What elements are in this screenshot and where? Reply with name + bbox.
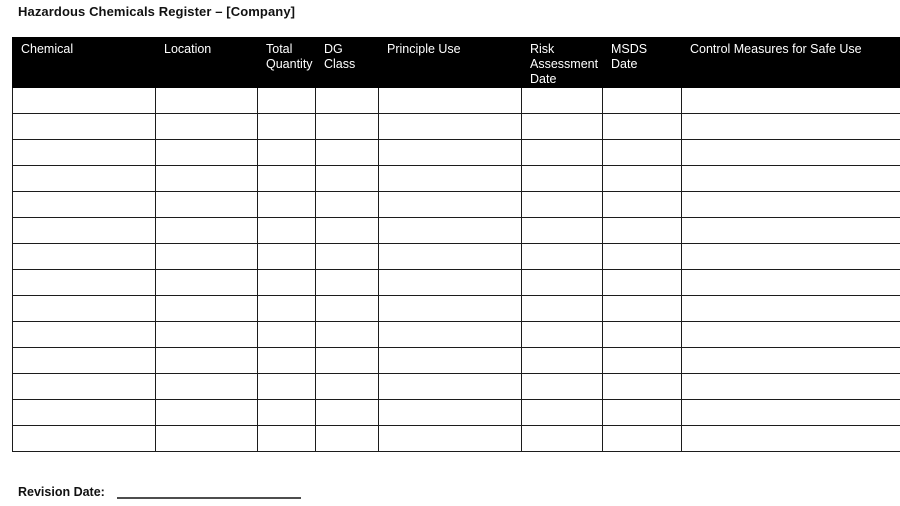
table-cell[interactable]: [379, 166, 522, 192]
table-cell[interactable]: [316, 244, 379, 270]
table-cell[interactable]: [258, 426, 316, 452]
table-cell[interactable]: [522, 374, 603, 400]
table-cell[interactable]: [316, 140, 379, 166]
table-cell[interactable]: [258, 322, 316, 348]
table-cell[interactable]: [379, 426, 522, 452]
table-cell[interactable]: [379, 192, 522, 218]
revision-date-blank-line[interactable]: [117, 483, 301, 499]
table-cell[interactable]: [682, 426, 900, 452]
table-cell[interactable]: [682, 270, 900, 296]
table-cell[interactable]: [156, 374, 258, 400]
table-cell[interactable]: [258, 218, 316, 244]
table-cell[interactable]: [13, 140, 156, 166]
table-cell[interactable]: [316, 322, 379, 348]
table-cell[interactable]: [603, 88, 682, 114]
table-cell[interactable]: [316, 114, 379, 140]
table-cell[interactable]: [316, 88, 379, 114]
table-cell[interactable]: [316, 426, 379, 452]
table-cell[interactable]: [156, 218, 258, 244]
table-row: [13, 114, 900, 140]
table-cell[interactable]: [316, 374, 379, 400]
table-cell[interactable]: [603, 426, 682, 452]
table-cell[interactable]: [258, 296, 316, 322]
table-cell[interactable]: [13, 244, 156, 270]
table-row: [13, 348, 900, 374]
table-cell[interactable]: [13, 296, 156, 322]
table-cell[interactable]: [682, 218, 900, 244]
table-cell[interactable]: [522, 296, 603, 322]
table-cell[interactable]: [603, 270, 682, 296]
table-cell[interactable]: [682, 244, 900, 270]
table-cell[interactable]: [258, 244, 316, 270]
table-cell[interactable]: [379, 140, 522, 166]
table-cell[interactable]: [522, 192, 603, 218]
col-header-location: Location: [156, 38, 258, 88]
table-cell[interactable]: [682, 296, 900, 322]
col-header-msds-date: MSDS Date: [603, 38, 682, 88]
table-cell[interactable]: [13, 192, 156, 218]
table-cell[interactable]: [603, 244, 682, 270]
table-cell[interactable]: [13, 348, 156, 374]
table-cell[interactable]: [316, 400, 379, 426]
table-cell[interactable]: [603, 140, 682, 166]
table-row: [13, 218, 900, 244]
table-cell[interactable]: [156, 244, 258, 270]
table-cell[interactable]: [379, 400, 522, 426]
table-cell[interactable]: [258, 114, 316, 140]
table-cell[interactable]: [156, 166, 258, 192]
table-cell[interactable]: [258, 374, 316, 400]
table-cell[interactable]: [379, 374, 522, 400]
table-cell[interactable]: [316, 348, 379, 374]
table-cell[interactable]: [603, 374, 682, 400]
table-cell[interactable]: [379, 322, 522, 348]
table-row: [13, 166, 900, 192]
table-cell[interactable]: [379, 348, 522, 374]
table-cell[interactable]: [603, 166, 682, 192]
table-row: [13, 192, 900, 218]
table-cell[interactable]: [379, 244, 522, 270]
table-cell[interactable]: [379, 218, 522, 244]
table-row: [13, 426, 900, 452]
table-cell[interactable]: [682, 192, 900, 218]
table-cell[interactable]: [156, 322, 258, 348]
table-cell[interactable]: [522, 114, 603, 140]
table-row: [13, 244, 900, 270]
document-title: Hazardous Chemicals Register – [Company]: [18, 4, 296, 19]
table-cell[interactable]: [682, 140, 900, 166]
table-cell[interactable]: [682, 88, 900, 114]
table-cell[interactable]: [603, 296, 682, 322]
table-cell[interactable]: [316, 296, 379, 322]
col-header-chemical: Chemical: [13, 38, 156, 88]
table-row: [13, 400, 900, 426]
table-header-row: [13, 38, 900, 88]
table-cell[interactable]: [258, 192, 316, 218]
table-body: [13, 88, 900, 452]
table-cell[interactable]: [682, 322, 900, 348]
table-cell[interactable]: [13, 88, 156, 114]
table-cell[interactable]: [379, 296, 522, 322]
table-row: [13, 296, 900, 322]
table-cell[interactable]: [603, 322, 682, 348]
table-cell[interactable]: [522, 166, 603, 192]
table-cell[interactable]: [258, 270, 316, 296]
table-cell[interactable]: [603, 192, 682, 218]
col-header-principle-use: Principle Use: [379, 38, 522, 88]
table-cell[interactable]: [13, 400, 156, 426]
table-cell[interactable]: [13, 218, 156, 244]
table-cell[interactable]: [258, 140, 316, 166]
table-cell[interactable]: [258, 400, 316, 426]
table-cell[interactable]: [379, 114, 522, 140]
table-cell[interactable]: [379, 88, 522, 114]
table-cell[interactable]: [156, 348, 258, 374]
table-row: [13, 322, 900, 348]
table-cell[interactable]: [522, 244, 603, 270]
table-cell[interactable]: [682, 166, 900, 192]
table-cell[interactable]: [13, 270, 156, 296]
table-cell[interactable]: [682, 374, 900, 400]
table-cell[interactable]: [258, 348, 316, 374]
table-cell[interactable]: [682, 114, 900, 140]
table-cell[interactable]: [13, 374, 156, 400]
table-row: [13, 270, 900, 296]
table-cell[interactable]: [379, 270, 522, 296]
table-cell[interactable]: [603, 400, 682, 426]
table-cell[interactable]: [603, 218, 682, 244]
table-row: [13, 374, 900, 400]
table-row: [13, 88, 900, 114]
hazardous-chemicals-table: [12, 37, 900, 452]
col-header-dg-class: DG Class: [316, 38, 379, 88]
table-cell[interactable]: [156, 88, 258, 114]
revision-date-label: Revision Date:: [18, 485, 105, 499]
table-cell[interactable]: [522, 348, 603, 374]
table-cell[interactable]: [316, 270, 379, 296]
table-cell[interactable]: [316, 166, 379, 192]
table-cell[interactable]: [13, 114, 156, 140]
table-cell[interactable]: [682, 348, 900, 374]
table-cell[interactable]: [13, 426, 156, 452]
table-cell[interactable]: [522, 140, 603, 166]
revision-date-row: [18, 483, 301, 499]
table-cell[interactable]: [156, 426, 258, 452]
table-row: [13, 140, 900, 166]
table-cell[interactable]: [603, 114, 682, 140]
table-cell[interactable]: [156, 192, 258, 218]
table-cell[interactable]: [522, 322, 603, 348]
table-cell[interactable]: [258, 88, 316, 114]
table-cell[interactable]: [522, 426, 603, 452]
col-header-control-measures: Control Measures for Safe Use: [682, 38, 900, 88]
table-cell[interactable]: [522, 218, 603, 244]
table-cell[interactable]: [316, 218, 379, 244]
table-cell[interactable]: [156, 296, 258, 322]
table-cell[interactable]: [603, 348, 682, 374]
table-cell[interactable]: [522, 88, 603, 114]
table-cell[interactable]: [156, 270, 258, 296]
table-cell[interactable]: [522, 400, 603, 426]
table-cell[interactable]: [258, 166, 316, 192]
table-cell[interactable]: [156, 114, 258, 140]
table-cell[interactable]: [522, 270, 603, 296]
table-cell[interactable]: [156, 140, 258, 166]
col-header-risk-assessment-date: Risk Assessment Date: [522, 38, 603, 88]
table-cell[interactable]: [316, 192, 379, 218]
table-cell[interactable]: [156, 400, 258, 426]
col-header-total-quantity: Total Quantity: [258, 38, 316, 88]
table-cell[interactable]: [682, 400, 900, 426]
table-cell[interactable]: [13, 166, 156, 192]
table-cell[interactable]: [13, 322, 156, 348]
